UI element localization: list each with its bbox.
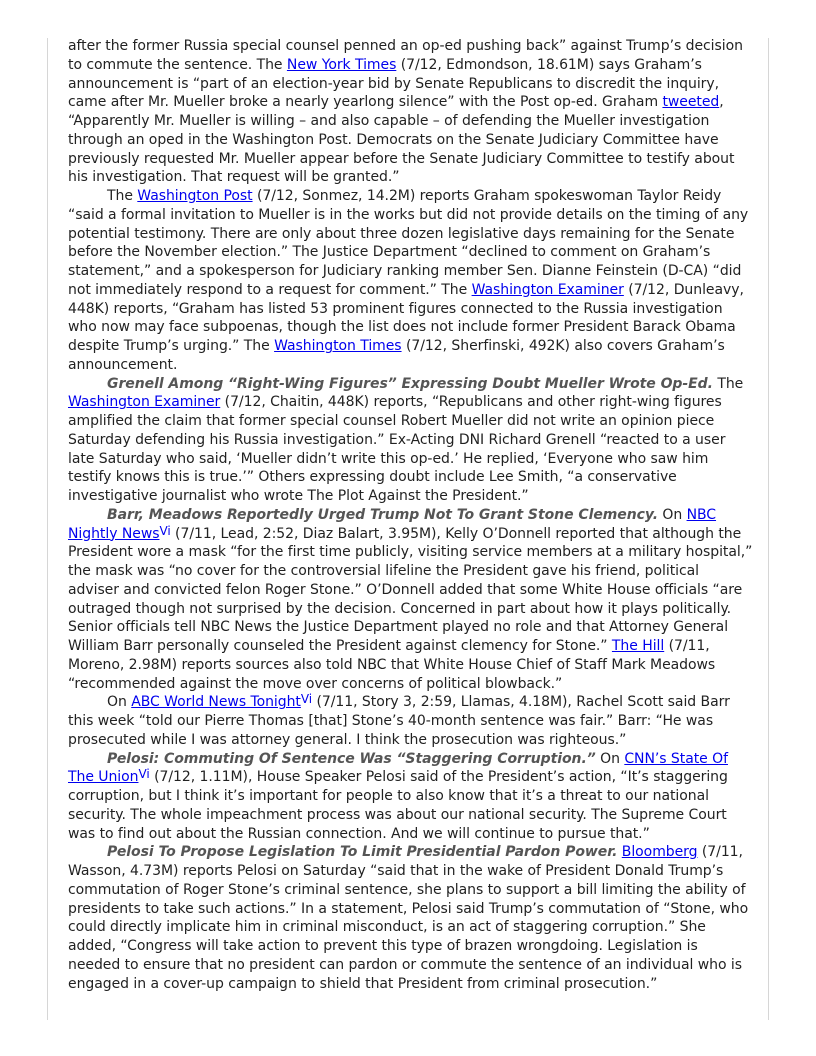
washington-post-link[interactable]: Washington Post bbox=[137, 188, 253, 204]
article-paragraph bbox=[68, 750, 753, 844]
paragraph-text: (7/12, Sonmez, 14.2M) reports Graham spokeswoman Taylor Reidy “said a formal invitation to Mueller is in the works but did not provide details on the timing of any potential testimony. There are only about three dozen legislative days remaining for the Senate before the November election.” The Justice Department “declined to comment on Graham’s statement,” and a spokesperson for Judiciary ranking member Sen. Dianne Feinstein (D-CA) “did not immediately respond to a request for comment.” The bbox=[68, 188, 749, 298]
paragraph-text: , “Apparently Mr. Mueller is willing – and also capable – of defending the Mueller investigation through an oped in the Washington Post. Democrats on the Senate Judiciary Committee have previously requested Mr. Mueller appear before the Senate Judiciary Committee to testify about his investigation. That request will be granted.” bbox=[68, 94, 735, 186]
headline-pelosi-commuting: Pelosi: Commuting Of Sentence Was “Staggering Corruption.” bbox=[107, 750, 596, 767]
abc-world-news-tonight-link[interactable]: ABC World News Tonight bbox=[131, 694, 301, 711]
video-indicator-nbc[interactable]: Vi bbox=[159, 523, 171, 538]
paragraph-text: (7/12, Sherfinski, 492K) also covers Graham’s announcement. bbox=[68, 338, 725, 373]
paragraph-text: (7/11, Story 3, 2:59, Llamas, 4.18M), Rachel Scott said Barr this week “told our Pierre Thomas [that] Stone’s 40-month sentence was fair.” Barr: “He was prosecuted while I was attorney general. I think the prosecution was righteous.” bbox=[68, 694, 730, 748]
video-indicator-cnn[interactable]: Vi bbox=[138, 767, 150, 782]
cnn-state-of-the-union-link[interactable]: CNN’s State Of The Union bbox=[68, 750, 728, 786]
paragraph-text: The bbox=[712, 375, 744, 392]
article-paragraph bbox=[68, 375, 753, 506]
article-paragraph bbox=[68, 506, 753, 694]
paragraph-text: On bbox=[595, 750, 625, 767]
paragraph-text: (7/11, Moreno, 2.98M) reports sources also told NBC that White House Chief of Staff Mark Meadows “recommended against the move over concerns of political blowback.” bbox=[68, 638, 716, 692]
page-border-left bbox=[47, 38, 48, 1020]
paragraph-text: (7/11, Lead, 2:52, Diaz Balart, 3.95M), Kelly O’Donnell reported that although the President wore a mask “for the first time publicly, visiting service members at a military hospital,” the mask was “no cover for the controversial lifeline the President gave his friend, political adviser and convicted felon Roger Stone.” O’Donnell added that some White House officials “are outraged though not surprised by the decision. Concerned in part about how it plays politically. Senior officials tell NBC News the Justice Department played no role and that Attorney General William Barr personally counseled the President against clemency for Stone.” bbox=[68, 525, 753, 654]
paragraph-text: On bbox=[657, 506, 687, 523]
washington-times-link[interactable]: Washington Times bbox=[274, 338, 402, 354]
paragraph-text: after the former Russia special counsel penned an op-ed pushing back” against Trump’s decision to commute the sentence. The bbox=[68, 38, 743, 73]
headline-barr-meadows: Barr, Meadows Reportedly Urged Trump Not To Grant Stone Clemency. bbox=[107, 506, 658, 523]
article-paragraph bbox=[68, 187, 753, 375]
tweeted-link[interactable]: tweeted bbox=[662, 94, 720, 111]
headline-grenell: Grenell Among “Right-Wing Figures” Expressing Doubt Mueller Wrote Op-Ed. bbox=[107, 375, 713, 392]
article-paragraph bbox=[68, 37, 753, 187]
paragraph-text: On bbox=[107, 694, 132, 711]
paragraph-text: The bbox=[107, 188, 138, 204]
new-york-times-link[interactable]: New York Times bbox=[286, 56, 397, 73]
the-hill-link[interactable]: The Hill bbox=[611, 638, 665, 654]
article-paragraph bbox=[68, 693, 753, 749]
article-paragraph bbox=[68, 843, 753, 993]
washington-examiner-link[interactable]: Washington Examiner bbox=[471, 281, 624, 298]
bloomberg-link[interactable]: Bloomberg bbox=[621, 844, 698, 861]
paragraph-text: (7/11, Wasson, 4.73M) reports Pelosi on Saturday “said that in the wake of President Donald Trump’s commutation of Roger Stone’s criminal sentence, she plans to support a bill limiting the ability of presidents to take such actions.” In a statement, Pelosi said Trump’s commutation of “Stone, who could directly implicate him in criminal misconduct, is an act of staggering corruption.” She added, “Congress will take action to prevent this type of brazen wrongdoing. Legislation is needed to ensure that no president can pardon or commute the sentence of an individual who is engaged in a cover-up campaign to shield that President from criminal prosecution.” bbox=[68, 844, 749, 992]
article-body bbox=[68, 37, 753, 993]
washington-examiner-link[interactable]: Washington Examiner bbox=[68, 394, 221, 411]
paragraph-text: (7/12, Chaitin, 448K) reports, “Republicans and other right-wing figures amplified the claim that former special counsel Robert Mueller did not write an opinion piece Saturday defending his Russia investigation.” Ex-Acting DNI Richard Grenell “reacted to a user late Saturday who said, ‘Mueller didn’t write this op-ed.’ He replied, ‘Everyone who saw him testify knows this is true.’” Others expressing doubt include Lee Smith, “a conservative investigative journalist who wrote The Plot Against the President.” bbox=[68, 394, 726, 504]
nbc-nightly-news-link[interactable]: NBC Nightly News bbox=[68, 506, 717, 542]
paragraph-text: (7/12, Dunleavy, 448K) reports, “Graham has listed 53 prominent figures connected to the Russia investigation who now may face subpoenas, though the list does not include former President Barack Obama despite Trump’s urging.” The bbox=[68, 281, 744, 354]
headline-pelosi-legislation: Pelosi To Propose Legislation To Limit Presidential Pardon Power. bbox=[107, 844, 618, 861]
paragraph-text: (7/12, 1.11M), House Speaker Pelosi said of the President’s action, “It’s staggering corruption, but I think it’s important for people to also know that it’s a threat to our national security. The whole impeachment process was about our national security. The Supreme Court was to find out about the Russian connection. And we will continue to pursue that.” bbox=[68, 769, 728, 842]
video-indicator-abc[interactable]: Vi bbox=[300, 692, 313, 707]
paragraph-text: (7/12, Edmondson, 18.61M) says Graham’s announcement is “part of an election-year bid by Senate Republicans to discredit the inquiry, came after Mr. Mueller broke a nearly yearlong silence” with the Post op-ed. Graham bbox=[68, 56, 720, 111]
page-border-right bbox=[768, 38, 769, 1020]
